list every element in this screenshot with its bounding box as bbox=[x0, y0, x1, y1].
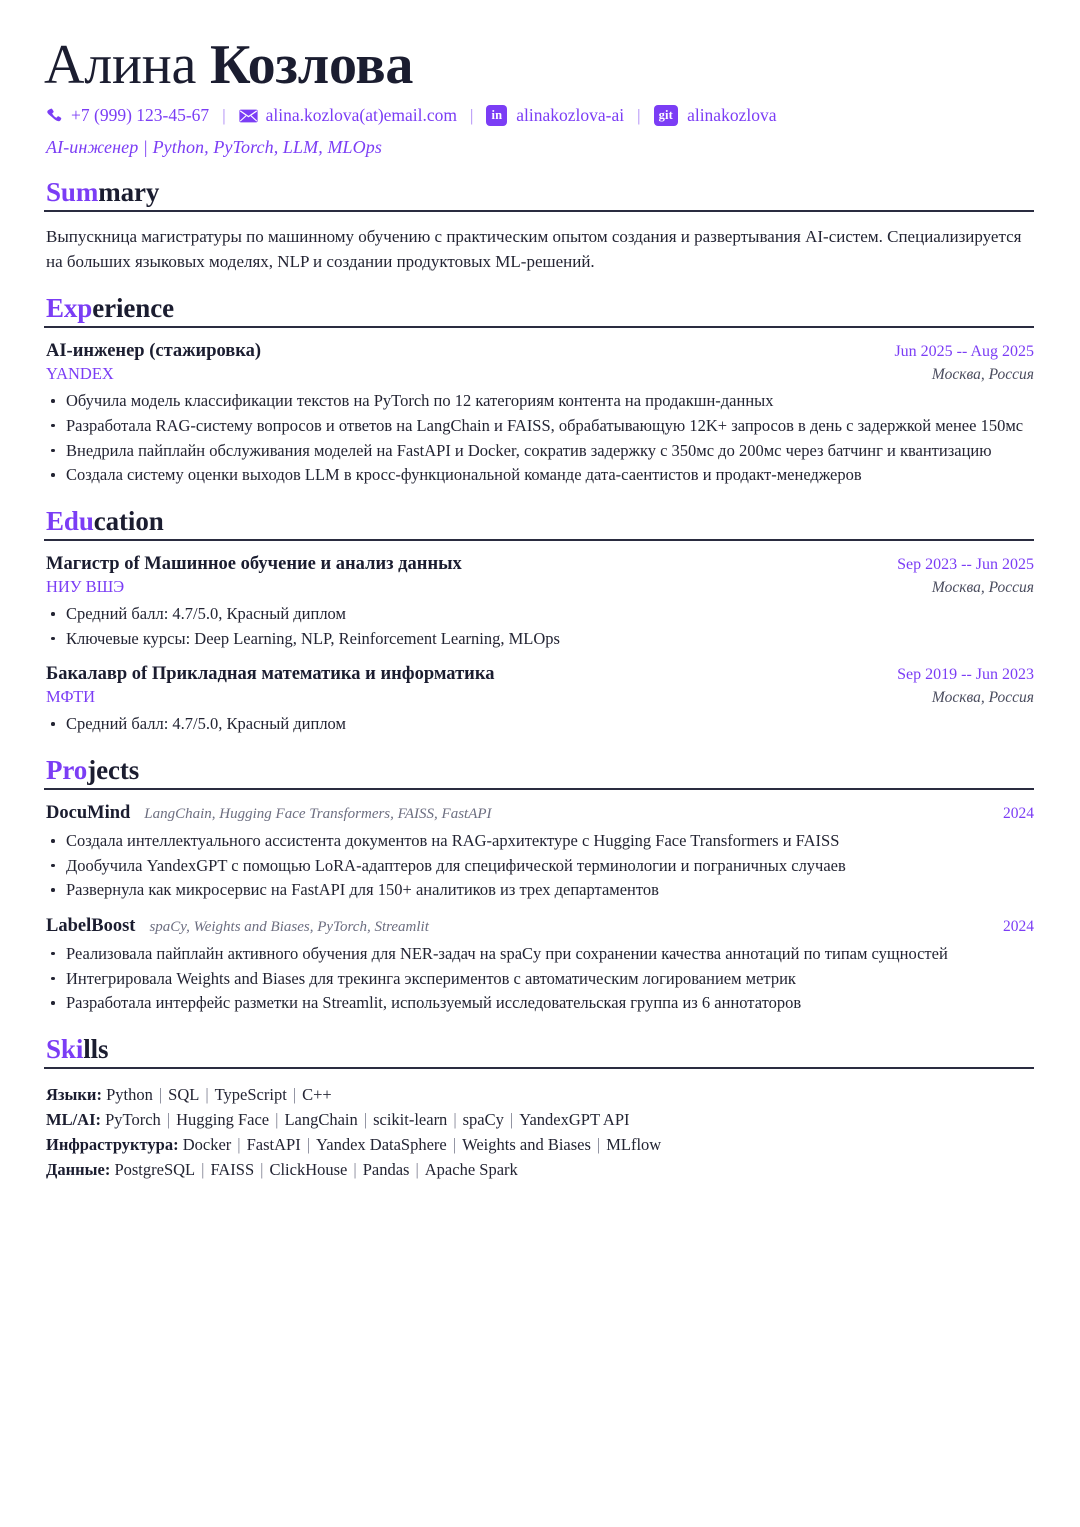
skill-separator: | bbox=[166, 1110, 171, 1130]
skill-separator: | bbox=[201, 1160, 205, 1180]
section-title-rest: jects bbox=[87, 754, 140, 785]
summary-body bbox=[44, 212, 1034, 274]
linkedin-icon: in bbox=[486, 105, 507, 126]
entry-date: Jun 2025 -- Aug 2025 bbox=[894, 343, 1034, 361]
contact-separator-2: | bbox=[470, 105, 474, 125]
entry-title: Магистр of Машинное обучение и анализ данных bbox=[46, 554, 462, 575]
bullet-item: Обучила модель классификации текстов на PyTorch по 12 категориям контента на продакшн-данных bbox=[44, 390, 1034, 413]
skill-separator: | bbox=[158, 1085, 163, 1105]
section-summary bbox=[44, 178, 1034, 274]
section-title-accent: Exp bbox=[46, 293, 93, 323]
entry-date: Sep 2023 -- Jun 2025 bbox=[897, 556, 1034, 574]
github-icon: git bbox=[654, 105, 679, 126]
bullet-item: Создала систему оценки выходов LLM в кросс-функциональной команде дата-саентистов и продакт-менеджеров bbox=[44, 464, 1034, 487]
education-body bbox=[44, 541, 1034, 736]
contact-separator-3: | bbox=[637, 105, 641, 125]
entry-location: Москва, Россия bbox=[931, 689, 1034, 707]
section-title-accent: Sum bbox=[46, 176, 99, 207]
entry-organization: МФТИ bbox=[46, 687, 96, 707]
bullet-list bbox=[44, 390, 1034, 486]
skill-separator: | bbox=[453, 1110, 457, 1130]
bullet-item: Реализовала пайплайн активного обучения для NER-задач на spaCy при сохранении качества аннотаций по типам сущностей bbox=[44, 943, 1034, 966]
entry-subheader bbox=[44, 577, 1034, 597]
project-entry bbox=[44, 803, 1034, 902]
contact-phone[interactable] bbox=[46, 105, 209, 126]
phone-text: +7 (999) 123-45-67 bbox=[71, 105, 210, 126]
project-title-group bbox=[44, 803, 492, 824]
project-year: 2024 bbox=[1003, 917, 1034, 935]
section-title-accent: Pro bbox=[46, 754, 88, 785]
section-title-experience bbox=[44, 294, 1034, 325]
project-tech-stack: LangChain, Hugging Face Transformers, FAISS, FastAPI bbox=[144, 806, 492, 823]
bullet-item: Средний балл: 4.7/5.0, Красный диплом bbox=[44, 603, 1034, 626]
bullet-list bbox=[44, 603, 1034, 650]
experience-body bbox=[44, 328, 1034, 486]
bullet-list bbox=[44, 943, 1034, 1015]
skill-item: SQL bbox=[168, 1085, 200, 1105]
skill-separator: | bbox=[353, 1160, 357, 1180]
skill-item: Yandex DataSphere bbox=[316, 1135, 447, 1155]
contact-linkedin[interactable] bbox=[486, 105, 624, 126]
bullet-item: Внедрила пайплайн обслуживания моделей на FastAPI и Docker, сократив задержку с 350мс до 200мс через батчинг и квантизацию bbox=[44, 440, 1034, 463]
skill-separator: | bbox=[275, 1110, 279, 1130]
contact-email[interactable] bbox=[239, 105, 457, 126]
skill-item: LangChain bbox=[284, 1110, 358, 1130]
skill-separator: | bbox=[509, 1110, 514, 1130]
section-title-rest: lls bbox=[83, 1033, 109, 1064]
section-title-rest: mary bbox=[98, 176, 160, 207]
bullet-item: Разработала интерфейс разметки на Streamlit, используемый исследовательская группа из 6 аннотаторов bbox=[44, 992, 1034, 1015]
skill-item: MLflow bbox=[606, 1135, 662, 1155]
project-header bbox=[44, 803, 1034, 824]
skill-separator: | bbox=[363, 1110, 368, 1130]
skill-item: Apache Spark bbox=[424, 1160, 518, 1180]
section-title-rest: erience bbox=[92, 293, 174, 323]
entry-subheader bbox=[44, 687, 1034, 707]
resume-header bbox=[44, 34, 1034, 158]
skill-item: FastAPI bbox=[246, 1135, 301, 1155]
entry bbox=[44, 664, 1034, 736]
skill-group bbox=[46, 1157, 1034, 1182]
bullet-list bbox=[44, 713, 1034, 736]
section-title-education bbox=[44, 507, 1034, 538]
skill-separator: | bbox=[260, 1160, 264, 1180]
entry-title: AI-инженер (стажировка) bbox=[46, 341, 262, 362]
skill-separator: | bbox=[415, 1160, 419, 1180]
skill-item: ClickHouse bbox=[269, 1160, 348, 1180]
skill-item: PostgreSQL bbox=[114, 1160, 196, 1180]
last-name: Козлова bbox=[210, 34, 414, 96]
section-title-projects bbox=[44, 756, 1034, 787]
entry-header bbox=[44, 664, 1034, 685]
section-title-rest: cation bbox=[93, 505, 164, 536]
skill-group-label: Инфраструктура: bbox=[46, 1135, 183, 1155]
bullet-item: Дообучила YandexGPT с помощью LoRA-адаптеров для специфической терминологии и пограничных случаев bbox=[44, 855, 1034, 878]
section-title-skills bbox=[44, 1035, 1034, 1066]
section-title-accent: Edu bbox=[46, 505, 94, 536]
skill-item: Python bbox=[106, 1085, 153, 1105]
bullet-item: Развернула как микросервис на FastAPI для 150+ аналитиков из трех департаментов bbox=[44, 879, 1034, 902]
section-title-accent: Ski bbox=[46, 1033, 84, 1064]
entry-header bbox=[44, 341, 1034, 362]
entry-location: Москва, Россия bbox=[931, 366, 1034, 384]
skill-separator: | bbox=[292, 1085, 297, 1105]
bullet-item: Разработала RAG-систему вопросов и ответов на LangChain и FAISS, обрабатывающую 12K+ запросов в день с задержкой менее 150мс bbox=[44, 415, 1034, 438]
bullet-list bbox=[44, 830, 1034, 902]
section-skills bbox=[44, 1035, 1034, 1183]
summary-text: Выпускница магистратуры по машинному обучению с практическим опытом создания и развертывания AI-систем. Специализируется на больших языковых моделях, NLP и создании продуктовых ML-решений. bbox=[46, 227, 1022, 271]
entry-organization: YANDEX bbox=[46, 364, 114, 384]
entry-date: Sep 2019 -- Jun 2023 bbox=[897, 666, 1034, 684]
skill-group bbox=[46, 1132, 1034, 1157]
candidate-name bbox=[44, 34, 1034, 97]
bullet-item: Интегрировала Weights and Biases для трекинга экспериментов с автоматическим логированием метрик bbox=[44, 968, 1034, 991]
entry-organization: НИУ ВШЭ bbox=[46, 577, 125, 597]
contact-github[interactable] bbox=[654, 105, 777, 126]
project-year: 2024 bbox=[1003, 805, 1034, 823]
skill-item: PyTorch bbox=[105, 1110, 161, 1130]
skill-item: YandexGPT API bbox=[519, 1110, 630, 1130]
contact-separator: | bbox=[222, 105, 226, 125]
skill-item: C++ bbox=[302, 1085, 332, 1105]
skill-item: scikit-learn bbox=[373, 1110, 448, 1130]
skill-separator: | bbox=[306, 1135, 310, 1155]
linkedin-text: alinakozlova-ai bbox=[516, 105, 625, 126]
project-tech-stack: spaCy, Weights and Biases, PyTorch, Streamlit bbox=[149, 918, 429, 935]
skill-item: spaCy bbox=[462, 1110, 504, 1130]
bullet-item: Создала интеллектуального ассистента документов на RAG-архитектуре с Hugging Face Transformers и FAISS bbox=[44, 830, 1034, 853]
entry-title: Бакалавр of Прикладная математика и информатика bbox=[46, 664, 495, 685]
section-education bbox=[44, 507, 1034, 736]
envelope-icon bbox=[239, 109, 258, 123]
skill-item: Pandas bbox=[362, 1160, 410, 1180]
github-text: alinakozlova bbox=[687, 105, 777, 126]
project-name: DocuMind bbox=[46, 803, 131, 824]
skill-separator: | bbox=[237, 1135, 241, 1155]
skills-body bbox=[44, 1069, 1034, 1182]
entry-header bbox=[44, 554, 1034, 575]
bullet-item: Средний балл: 4.7/5.0, Красный диплом bbox=[44, 713, 1034, 736]
skill-separator: | bbox=[205, 1085, 209, 1105]
project-entry bbox=[44, 916, 1034, 1015]
skill-item: Weights and Biases bbox=[462, 1135, 591, 1155]
entry-subheader bbox=[44, 364, 1034, 384]
skill-item: FAISS bbox=[210, 1160, 255, 1180]
skill-separator: | bbox=[452, 1135, 457, 1155]
skill-item: Hugging Face bbox=[176, 1110, 270, 1130]
skill-item: TypeScript bbox=[214, 1085, 287, 1105]
skill-group bbox=[46, 1082, 1034, 1107]
section-experience bbox=[44, 294, 1034, 487]
project-header bbox=[44, 916, 1034, 937]
skill-group-label: Языки: bbox=[46, 1085, 107, 1105]
project-title-group bbox=[44, 916, 429, 937]
skill-group bbox=[46, 1107, 1034, 1132]
email-text: alina.kozlova(at)email.com bbox=[265, 105, 458, 126]
contact-row bbox=[46, 103, 1034, 129]
projects-body bbox=[44, 790, 1034, 1015]
project-name: LabelBoost bbox=[46, 915, 136, 936]
tagline: AI-инженер | Python, PyTorch, LLM, MLOps bbox=[46, 136, 382, 157]
section-title-summary bbox=[44, 178, 1034, 209]
skill-separator: | bbox=[596, 1135, 601, 1155]
first-name: Алина bbox=[44, 34, 197, 96]
entry-location: Москва, Россия bbox=[931, 579, 1034, 597]
phone-icon bbox=[46, 107, 63, 124]
bullet-item: Ключевые курсы: Deep Learning, NLP, Reinforcement Learning, MLOps bbox=[44, 628, 1034, 651]
skill-group-label: ML/AI: bbox=[46, 1110, 106, 1130]
entry bbox=[44, 341, 1034, 486]
skill-item: Docker bbox=[182, 1135, 232, 1155]
skill-group-label: Данные: bbox=[46, 1160, 115, 1180]
section-projects bbox=[44, 756, 1034, 1015]
entry bbox=[44, 554, 1034, 650]
